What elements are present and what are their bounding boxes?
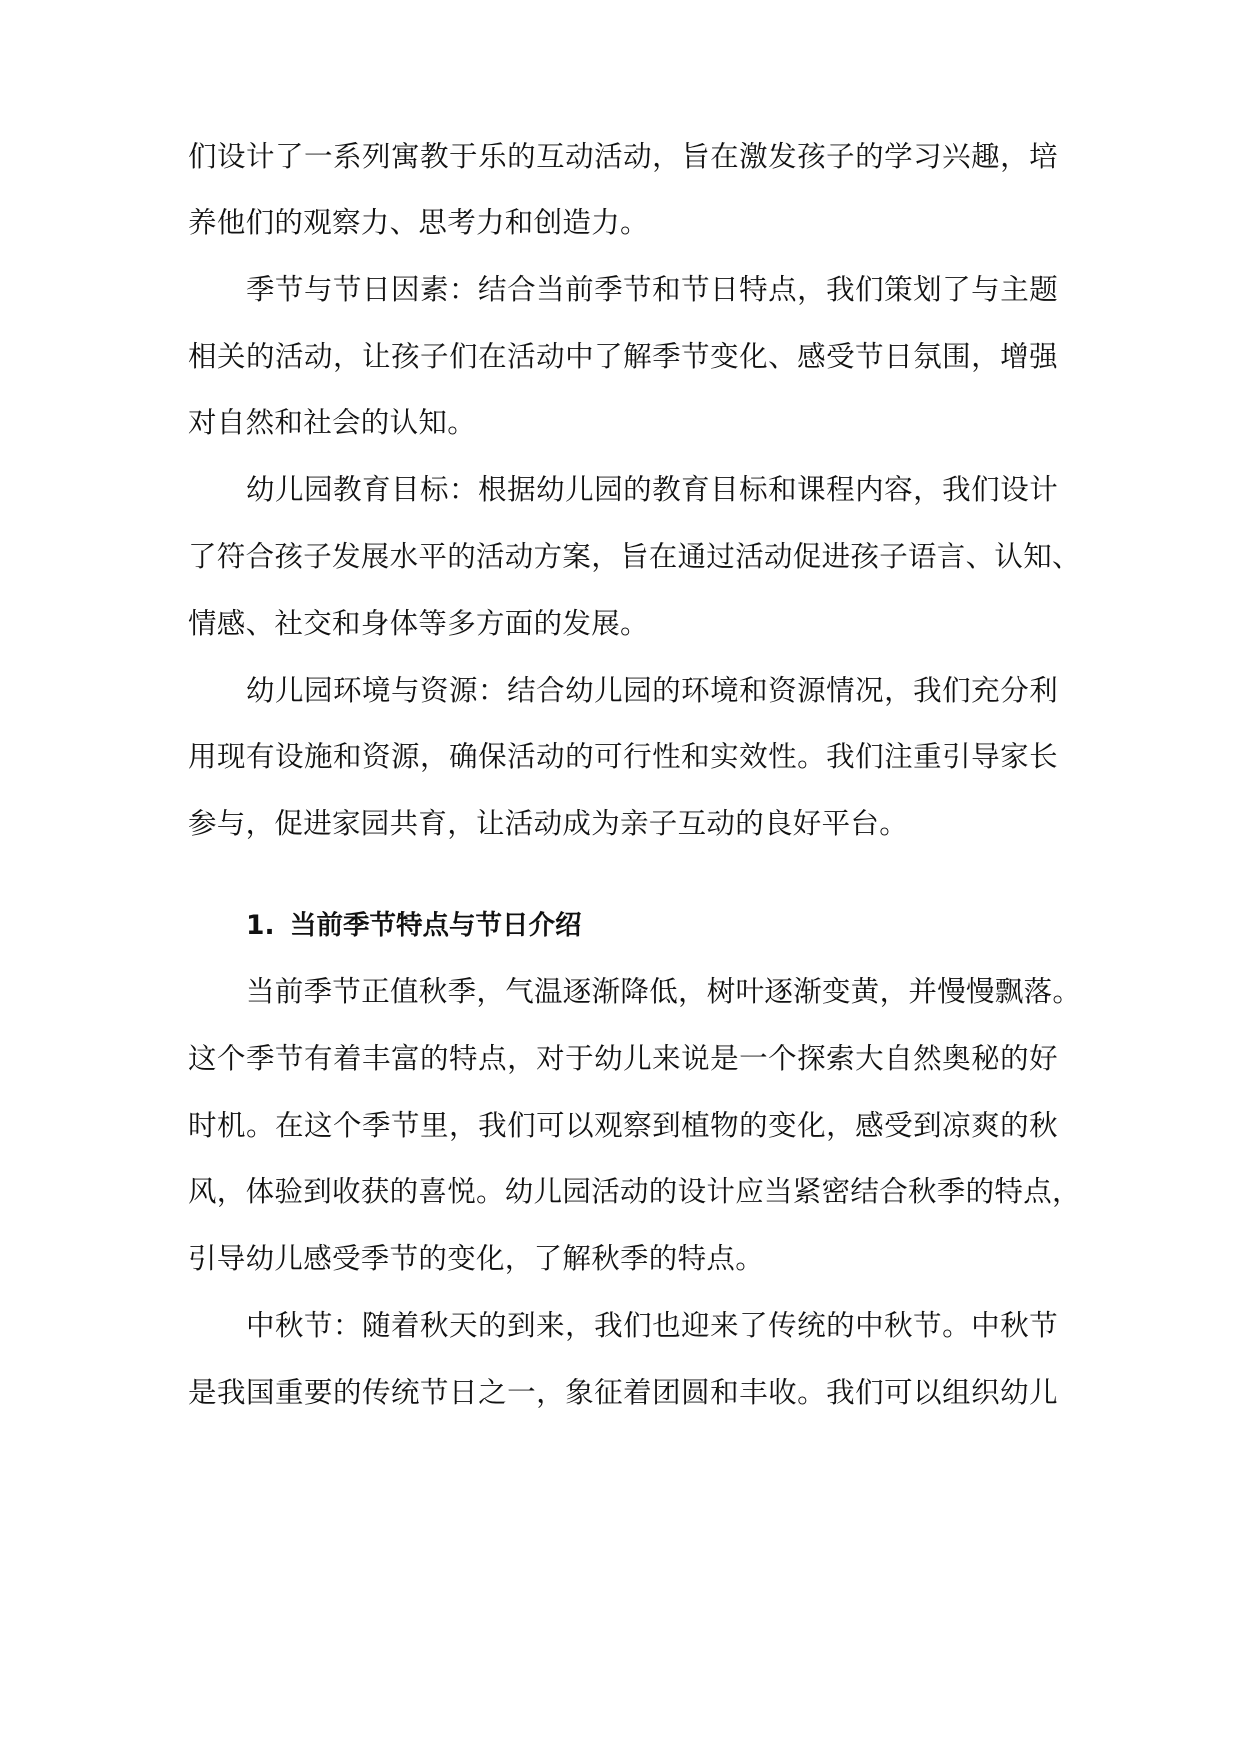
section-heading [246,906,582,946]
section-title: 当前季节特点与节日介绍 [290,910,582,941]
paragraph-line: 中秋节：随着秋天的到来，我们也迎来了传统的中秋节。中秋节 [246,1309,1058,1342]
paragraph-line: 引导幼儿感受季节的变化，了解秋季的特点。 [188,1242,765,1275]
paragraph-line: 风，体验到收获的喜悦。幼儿园活动的设计应当紧密结合秋季的特点， [188,1175,1081,1208]
paragraph-line: 季节与节日因素：结合当前季节和节日特点，我们策划了与主题 [246,273,1058,306]
section-number: 1. [246,910,275,941]
paragraph-line: 了符合孩子发展水平的活动方案，旨在通过活动促进孩子语言、认知、 [188,540,1081,573]
paragraph-line: 养他们的观察力、思考力和创造力。 [188,206,649,239]
paragraph-line: 对自然和社会的认知。 [188,406,477,439]
paragraph-line: 当前季节正值秋季，气温逐渐降低，树叶逐渐变黄，并慢慢飘落。 [246,975,1082,1008]
paragraph-line: 们设计了一系列寓教于乐的互动活动，旨在激发孩子的学习兴趣，培 [188,140,1058,173]
paragraph-line: 幼儿园教育目标：根据幼儿园的教育目标和课程内容，我们设计 [246,473,1058,506]
paragraph-line: 情感、社交和身体等多方面的发展。 [188,607,649,640]
paragraph-line: 是我国重要的传统节日之一，象征着团圆和丰收。我们可以组织幼儿 [188,1376,1058,1409]
paragraph-line: 幼儿园环境与资源：结合幼儿园的环境和资源情况，我们充分利 [246,674,1058,707]
paragraph-line: 时机。在这个季节里，我们可以观察到植物的变化，感受到凉爽的秋 [188,1109,1058,1142]
paragraph-line: 这个季节有着丰富的特点，对于幼儿来说是一个探索大自然奥秘的好 [188,1042,1058,1075]
paragraph-line: 用现有设施和资源，确保活动的可行性和实效性。我们注重引导家长 [188,740,1058,773]
paragraph-line: 相关的活动，让孩子们在活动中了解季节变化、感受节日氛围，增强 [188,340,1058,373]
paragraph-line: 参与，促进家园共育，让活动成为亲子互动的良好平台。 [188,807,909,840]
